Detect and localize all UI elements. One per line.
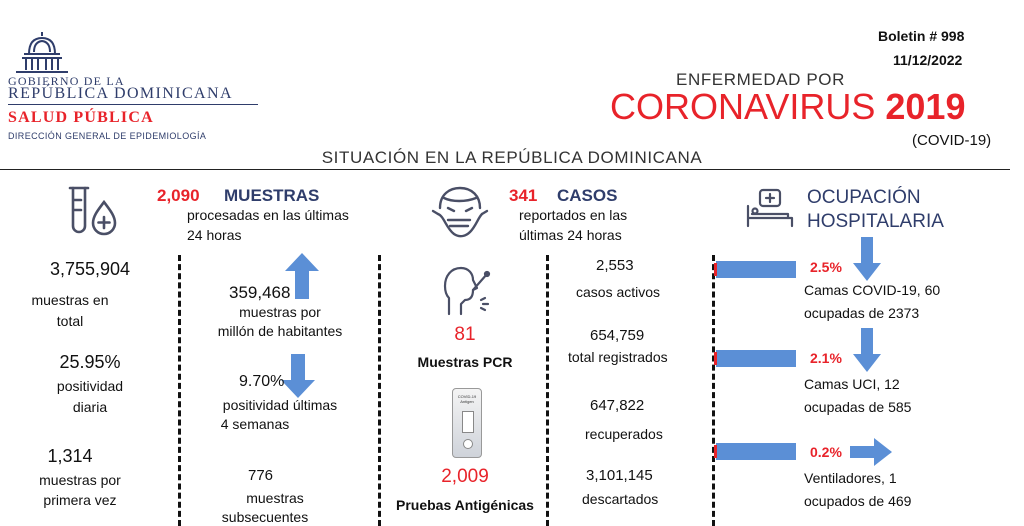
uci-beds-bar-marker xyxy=(714,352,717,365)
casos-label: CASOS xyxy=(557,186,618,205)
muestras-total-line1: muestras en xyxy=(31,292,109,308)
covid-beds-line2: ocupadas de 2373 xyxy=(804,305,920,321)
antigen-window xyxy=(462,411,474,433)
uci-beds-bar xyxy=(716,350,796,367)
positivity-daily-line1: positividad xyxy=(56,378,124,394)
total-cases-label: total registrados xyxy=(568,349,668,365)
discarded-value: 3,101,145 xyxy=(586,467,653,484)
ministry-name: SALUD PÚBLICA xyxy=(8,109,154,126)
total-cases-value: 654,759 xyxy=(590,327,645,344)
hospital-bed-icon xyxy=(746,188,794,228)
muestras-count: 2,090 xyxy=(157,186,200,205)
test-tube-drop-icon xyxy=(66,184,122,240)
header-divider xyxy=(0,169,1010,170)
per-million-line1: muestras por xyxy=(239,304,321,320)
title-main xyxy=(610,86,965,128)
covid-beds-bar-marker xyxy=(714,263,717,276)
gov-line2: REPÚBLICA DOMINICANA xyxy=(8,85,233,102)
government-logo xyxy=(8,30,278,150)
ventilators-line2: ocupados de 469 xyxy=(804,493,912,509)
subsequent-line1: muestras xyxy=(246,490,304,506)
subsequent-value: 776 xyxy=(248,467,274,484)
covid-beds-bar xyxy=(716,261,796,278)
uci-beds-line1: Camas UCI, 12 xyxy=(804,376,900,392)
capitol-dome-icon xyxy=(12,30,72,74)
antigen-test-device xyxy=(452,388,482,458)
ventilators-bar xyxy=(716,443,796,460)
covid-beds-pct: 2.5% xyxy=(810,259,842,275)
ventilators-bar-marker xyxy=(714,445,717,458)
masked-face-icon xyxy=(430,184,488,242)
bulletin-date: 11/12/2022 xyxy=(893,52,963,68)
arrow-down-icon xyxy=(852,328,882,372)
muestras-label: MUESTRAS xyxy=(224,186,320,205)
pos-4w-line2: 4 semanas xyxy=(220,416,290,432)
recovered-value: 647,822 xyxy=(590,397,645,414)
arrow-down-icon xyxy=(852,237,882,281)
title-prefix: ENFERMEDAD POR xyxy=(676,70,845,89)
per-million-line2: millón de habitantes xyxy=(217,323,343,339)
uci-beds-line2: ocupadas de 585 xyxy=(804,399,912,415)
active-value: 2,553 xyxy=(596,257,634,274)
casos-count: 341 xyxy=(509,186,538,205)
active-label: casos activos xyxy=(576,284,661,300)
arrow-down-icon xyxy=(280,354,316,398)
muestras-desc1: procesadas en las últimas xyxy=(187,207,349,223)
casos-desc2: últimas 24 horas xyxy=(519,227,622,243)
antigen-value: 2,009 xyxy=(441,466,489,487)
positivity-daily-line2: diaria xyxy=(72,399,108,415)
pos-4w-line1: positividad últimas xyxy=(222,397,338,413)
positivity-daily-value: 25.95% xyxy=(59,352,121,372)
casos-desc1: reportados en las xyxy=(519,207,628,223)
muestras-total-value: 3,755,904 xyxy=(49,259,131,279)
first-time-line1: muestras por xyxy=(39,472,121,488)
muestras-total-line2: total xyxy=(56,313,84,329)
subsequent-line2: subsecuentes xyxy=(221,509,309,525)
nasal-swab-icon xyxy=(437,264,495,324)
ventilators-line1: Ventiladores, 1 xyxy=(804,470,897,486)
pcr-label: Muestras PCR xyxy=(417,354,513,370)
ocupacion-title1: OCUPACIÓN xyxy=(807,187,921,208)
first-time-value: 1,314 xyxy=(47,446,93,466)
divider-1 xyxy=(178,255,181,526)
first-time-line2: primera vez xyxy=(43,492,117,508)
arrow-right-icon xyxy=(850,437,892,467)
ocupacion-title2: HOSPITALARIA xyxy=(807,211,944,232)
bulletin-number: Boletin # 998 xyxy=(878,28,965,44)
per-million-value: 359,468 xyxy=(229,283,291,302)
recovered-label: recuperados xyxy=(585,426,663,442)
covid-beds-line1: Camas COVID-19, 60 xyxy=(804,282,941,298)
page-subtitle: SITUACIÓN EN LA REPÚBLICA DOMINICANA xyxy=(321,148,703,167)
antigen-sample-well xyxy=(463,439,473,449)
pos-4w-value: 9.70% xyxy=(239,373,285,390)
muestras-desc2: 24 horas xyxy=(187,227,242,243)
title-coronavirus: CORONAVIRUS xyxy=(610,86,876,127)
antigen-label: Pruebas Antigénicas xyxy=(396,497,534,513)
divider-2 xyxy=(378,255,381,526)
gov-line1: GOBIERNO DE LA xyxy=(8,74,125,88)
uci-beds-pct: 2.1% xyxy=(810,350,842,366)
divider-4 xyxy=(712,255,715,526)
discarded-label: descartados xyxy=(582,491,659,507)
directorate: DIRECCIÓN GENERAL DE EPIDEMIOLOGÍA xyxy=(8,131,207,141)
ventilators-pct: 0.2% xyxy=(810,444,842,460)
pcr-value: 81 xyxy=(454,324,476,345)
title-year: 2019 xyxy=(885,86,966,127)
title-parenthetical: (COVID-19) xyxy=(912,132,992,149)
logo-divider xyxy=(8,104,258,105)
antigen-device-text: COVID-19 Antigen xyxy=(457,394,477,404)
divider-3 xyxy=(546,255,549,526)
